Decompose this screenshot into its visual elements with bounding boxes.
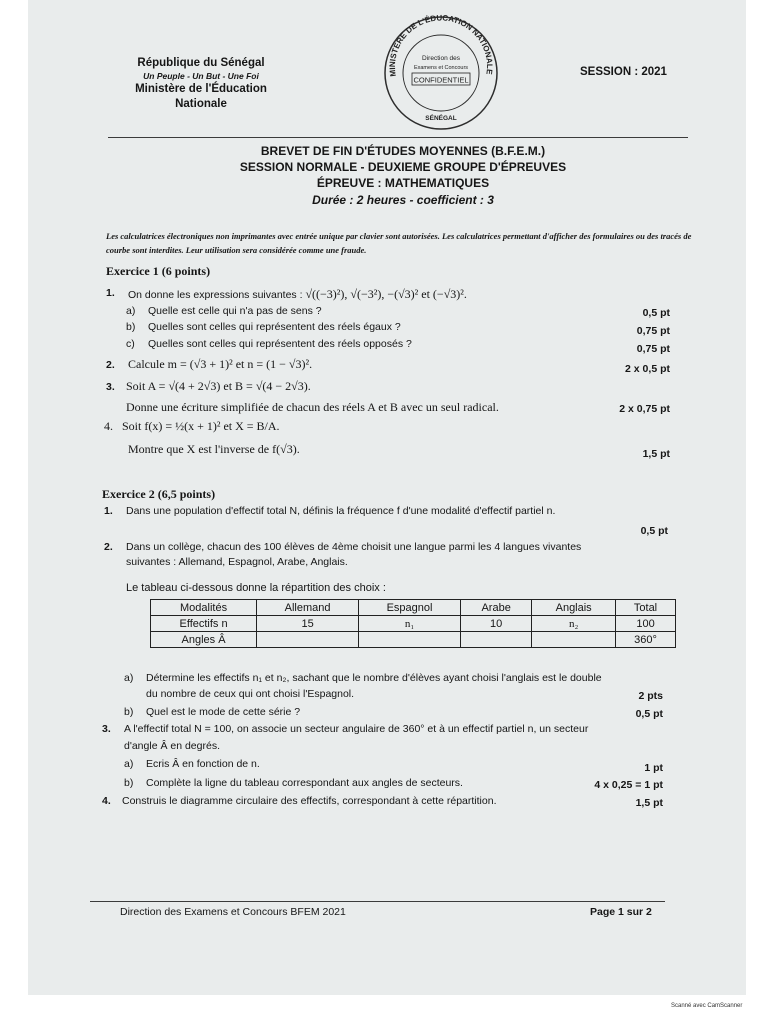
table-cell [257, 632, 359, 648]
ex1-q1a-points: 0,5 pt [642, 307, 670, 319]
table-header-cell: Espagnol [359, 600, 461, 616]
stamp-bottom-text: SÉNÉGAL [425, 115, 457, 122]
table-cell: 100 [616, 616, 676, 632]
ex2-q4-number: 4. [102, 795, 111, 807]
ex2-q2a-points: 2 pts [638, 690, 663, 702]
ex2-q3-text2: d'angle Â en degrés. [124, 740, 220, 752]
ex1-q1b-text: Quelles sont celles qui représentent des réels égaux ? [148, 321, 401, 333]
ex1-q1b-label: b) [126, 321, 136, 333]
ex2-q2b-label: b) [124, 706, 134, 718]
exam-subject: ÉPREUVE : MATHEMATIQUES [316, 176, 490, 190]
table-header-cell: Modalités [151, 600, 257, 616]
exam-sheet [28, 0, 746, 995]
ex2-q4-text: Construis le diagramme circulaire des effectifs, correspondant à cette répartition. [122, 795, 497, 807]
ex2-q2-number: 2. [104, 541, 113, 553]
country-name: République du Sénégal [137, 57, 265, 69]
footer-left: Direction des Examens et Concours BFEM 2021 [120, 906, 346, 918]
footer-divider [90, 901, 665, 902]
table-row-angles [151, 632, 676, 648]
ex1-q1a-text: Quelle est celle qui n'a pas de sens ? [148, 305, 322, 317]
ex1-q1a-label: a) [126, 305, 136, 317]
exercise1-title: Exercice 1 (6 points) [106, 264, 211, 278]
ex2-q1-text: Dans une population d'effectif total N, définis la fréquence f d'une modalité d'effectif partiel n. [126, 505, 556, 517]
session-label: SESSION : 2021 [580, 66, 667, 78]
ex2-q3a-label: a) [124, 758, 134, 770]
table-cell [359, 632, 461, 648]
confidential-stamp [382, 14, 500, 132]
national-motto: Un Peuple - Un But - Une Foi [143, 71, 259, 81]
ex2-q3a-text: Ecris Â en fonction de n. [146, 758, 260, 770]
ex1-q1b-points: 0,75 pt [636, 325, 670, 337]
ex2-q3-number: 3. [102, 723, 111, 735]
ex1-q3-points: 2 x 0,75 pt [619, 403, 670, 415]
stamp-ring-text: MINISTÈRE DE L'ÉDUCATION NATIONALE [387, 14, 495, 78]
ex2-q3-text: A l'effectif total N = 100, on associe un secteur angulaire de 360° et à un effectif partiel n, un secteur [124, 723, 589, 735]
table-cell [532, 632, 616, 648]
language-choice-table [150, 599, 676, 648]
table-cell: Effectifs n [151, 616, 257, 632]
stamp-center-line2: Examens et Concours [413, 65, 469, 71]
ex1-q1c-points: 0,75 pt [636, 343, 670, 355]
ex2-q2-text: Dans un collège, chacun des 100 élèves de 4ème choisit une langue parmi les 4 langues vivantes [126, 541, 582, 553]
table-cell [461, 632, 532, 648]
table-cell: n₂ [532, 616, 616, 632]
ex1-q2-number: 2. [106, 359, 115, 371]
exam-subtitle: SESSION NORMALE - DEUXIEME GROUPE D'ÉPREUVES [239, 160, 567, 174]
exam-duration: Durée : 2 heures - coefficient : 3 [312, 193, 494, 207]
ex1-q4-text2: Montre que X est l'inverse de f(√3). [128, 442, 300, 456]
table-cell: Angles Â [151, 632, 257, 648]
ex2-q1-number: 1. [104, 505, 113, 517]
table-header-cell: Allemand [257, 600, 359, 616]
ex2-q3b-label: b) [124, 777, 134, 789]
scanner-watermark: Scanné avec CamScanner [671, 1003, 743, 1009]
ex2-q2b-text: Quel est le mode de cette série ? [146, 706, 301, 718]
ex1-q4-number: 4. [104, 419, 113, 433]
ex2-q2a-text: Détermine les effectifs n₁ et n₂, sachant que le nombre d'élèves ayant choisi l'anglais est le double [146, 672, 602, 684]
ex2-q4-points: 1,5 pt [635, 797, 663, 809]
header-republic-block [106, 56, 296, 112]
stamp-confidential: CONFIDENTIEL [413, 75, 469, 85]
ex2-q1-points: 0,5 pt [640, 525, 668, 537]
table-header-cell: Anglais [532, 600, 616, 616]
table-intro: Le tableau ci-dessous donne la répartition des choix : [126, 582, 386, 594]
ex1-q3-text: Soit A = √(4 + 2√3) et B = √(4 − 2√3). [126, 379, 311, 393]
ministry-line1: Ministère de l'Éducation [135, 83, 267, 95]
ex1-q3-text2: Donne une écriture simplifiée de chacun des réels A et B avec un seul radical. [126, 400, 499, 414]
ex1-q1c-text: Quelles sont celles qui représentent des réels opposés ? [148, 338, 412, 350]
header-divider [108, 137, 688, 138]
stamp-center-line1: Direction des [422, 55, 460, 62]
table-row-effectifs [151, 616, 676, 632]
ex1-q3-number: 3. [106, 381, 115, 393]
ex2-q2a-label: a) [124, 672, 134, 684]
ex2-q2b-points: 0,5 pt [635, 708, 663, 720]
exam-title: BREVET DE FIN D'ÉTUDES MOYENNES (B.F.E.M.) [260, 144, 546, 158]
ex2-q3b-text: Complète la ligne du tableau correspondant aux angles de secteurs. [146, 777, 463, 789]
page-number: Page 1 sur 2 [590, 906, 652, 918]
table-cell: 15 [257, 616, 359, 632]
ex1-q2-points: 2 x 0,5 pt [625, 363, 670, 375]
table-header-row [151, 600, 676, 616]
table-cell: n₁ [359, 616, 461, 632]
calculator-notice: Les calculatrices électroniques non imprimantes avec entrée unique par clavier sont autorisées. Les calculatrices permettant d'afficher des formulaires ou des tracés de courbe sont interdites. Leur utilisation sera considérée comme une fraude. [106, 231, 692, 255]
ex2-q3b-points: 4 x 0,25 = 1 pt [594, 779, 663, 791]
ex1-q4-text: Soit f(x) = ½(x + 1)² et X = B/A. [122, 419, 280, 433]
ex1-q1-intro: On donne les expressions suivantes : [128, 289, 303, 301]
ex1-q1-expressions: √((−3)²), √(−3²), −(√3)² et (−√3)². [305, 287, 467, 301]
ex1-q1-text [128, 287, 467, 302]
table-cell: 360° [616, 632, 676, 648]
table-cell: 10 [461, 616, 532, 632]
exercise2-title: Exercice 2 (6,5 points) [102, 487, 216, 501]
ex2-q2-text2: suivantes : Allemand, Espagnol, Arabe, Anglais. [126, 556, 348, 568]
ex2-q3a-points: 1 pt [644, 762, 663, 774]
ex1-q4-points: 1,5 pt [642, 448, 670, 460]
table-header-cell: Arabe [461, 600, 532, 616]
ex1-q1-number: 1. [106, 287, 115, 299]
ministry-line2: Nationale [175, 98, 227, 110]
ex1-q2-text: Calcule m = (√3 + 1)² et n = (1 − √3)². [128, 357, 313, 371]
ex2-q2a-text2: du nombre de ceux qui ont choisi l'Espagnol. [146, 688, 355, 700]
table-header-cell: Total [616, 600, 676, 616]
ex1-q1c-label: c) [126, 338, 135, 350]
